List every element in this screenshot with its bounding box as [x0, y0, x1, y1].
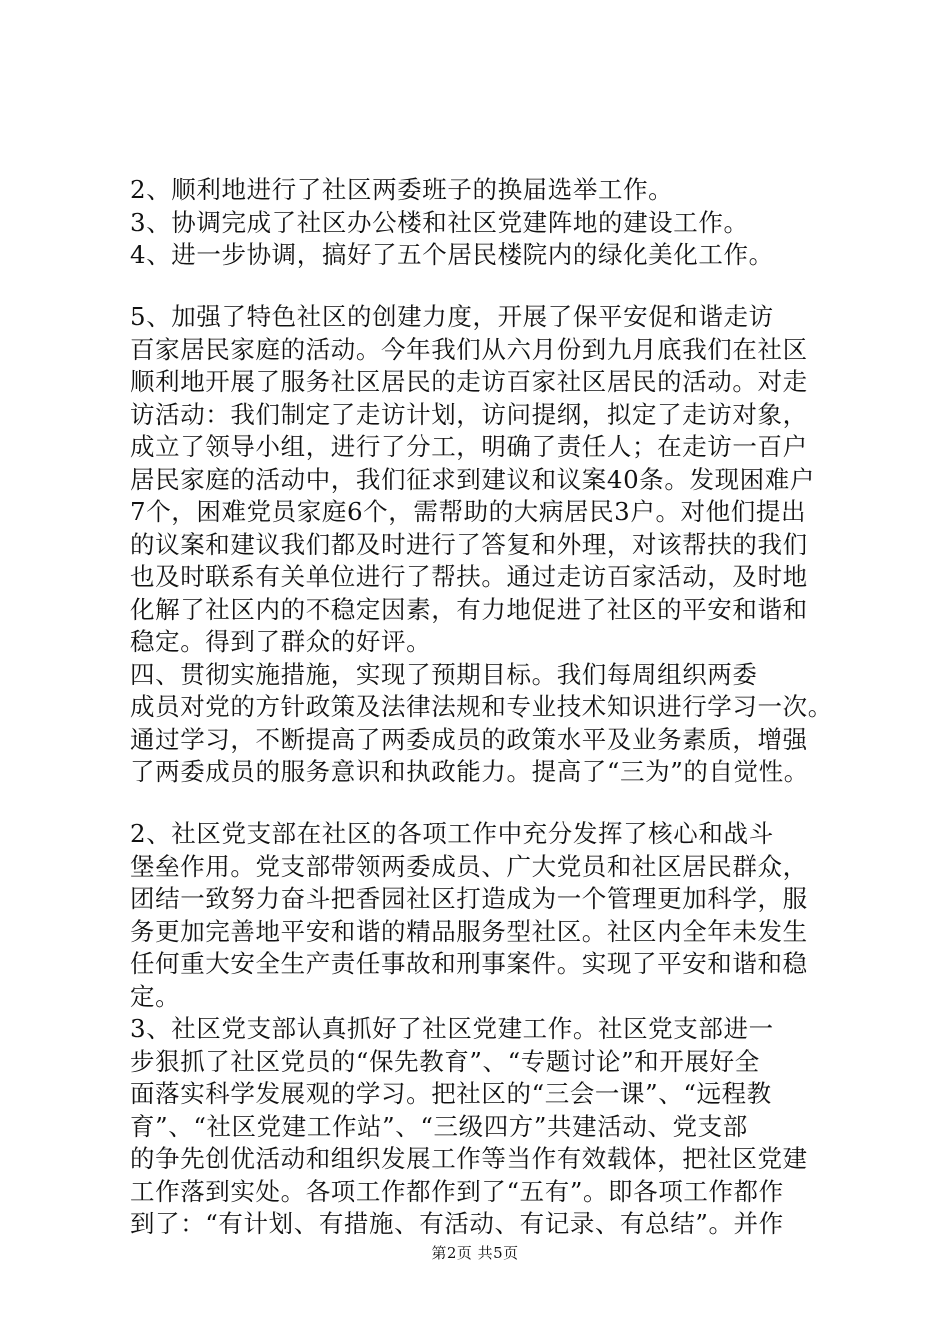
text-line: 了两委成员的服务意识和执政能力。提高了“三为”的自觉性。 [130, 757, 809, 786]
text-line: 面落实科学发展观的学习。把社区的“三会一课”、“远程教 [130, 1079, 772, 1108]
text-line: 3、社区党支部认真抓好了社区党建工作。社区党支部进一 [130, 1014, 774, 1043]
text-line: 居民家庭的活动中，我们征求到建议和议案40条。发现困难户 [130, 465, 815, 494]
text-line: 定。 [130, 982, 181, 1011]
text-line: 堡垒作用。党支部带领两委成员、广大党员和社区居民群众， [130, 852, 808, 881]
text-line: 7个，困难党员家庭6个，需帮助的大病居民3户。对他们提出 [130, 497, 807, 526]
text-line: 稳定。得到了群众的好评。 [130, 627, 432, 656]
text-line: 也及时联系有关单位进行了帮扶。通过走访百家活动，及时地 [130, 562, 808, 591]
text-line: 5、加强了特色社区的创建力度，开展了保平安促和谐走访 [130, 302, 774, 331]
text-line: 通过学习，不断提高了两委成员的政策水平及业务素质，增强 [130, 725, 808, 754]
text-line: 4、进一步协调，搞好了五个居民楼院内的绿化美化工作。 [130, 240, 774, 269]
text-line: 百家居民家庭的活动。今年我们从六月份到九月底我们在社区 [130, 335, 808, 364]
text-line: 成员对党的方针政策及法律法规和专业技术知识进行学习一次。 [130, 692, 833, 721]
text-line: 团结一致努力奋斗把香园社区打造成为一个管理更加科学，服 [130, 884, 808, 913]
text-line: 的争先创优活动和组织发展工作等当作有效载体，把社区党建 [130, 1144, 808, 1173]
text-line: 任何重大安全生产责任事故和刑事案件。实现了平安和谐和稳 [130, 949, 808, 978]
text-line: 顺利地开展了服务社区居民的走访百家社区居民的活动。对走 [130, 367, 808, 396]
text-line: 育”、“社区党建工作站”、“三级四方”共建活动、党支部 [130, 1112, 748, 1141]
text-line: 到了：“有计划、有措施、有活动、有记录、有总结”。并作 [130, 1209, 784, 1238]
text-line: 的议案和建议我们都及时进行了答复和外理，对该帮扶的我们 [130, 530, 808, 559]
text-line: 四、贯彻实施措施，实现了预期目标。我们每周组织两委 [130, 660, 758, 689]
text-line: 成立了领导小组，进行了分工，明确了责任人；在走访一百户 [130, 432, 808, 461]
page-number-footer: 第2页 共5页 [431, 1244, 519, 1262]
text-line: 步狠抓了社区党员的“保先教育”、“专题讨论”和开展好全 [130, 1047, 760, 1076]
text-line: 2、社区党支部在社区的各项工作中充分发挥了核心和战斗 [130, 819, 774, 848]
text-line: 工作落到实处。各项工作都作到了“五有”。即各项工作都作 [130, 1177, 784, 1206]
text-line: 2、顺利地进行了社区两委班子的换届选举工作。 [130, 175, 674, 204]
text-line: 务更加完善地平安和谐的精品服务型社区。社区内全年未发生 [130, 917, 808, 946]
text-line: 3、协调完成了社区办公楼和社区党建阵地的建设工作。 [130, 208, 749, 237]
text-line: 化解了社区内的不稳定因素，有力地促进了社区的平安和谐和 [130, 595, 808, 624]
text-line: 访活动：我们制定了走访计划，访问提纲，拟定了走访对象， [130, 400, 808, 429]
